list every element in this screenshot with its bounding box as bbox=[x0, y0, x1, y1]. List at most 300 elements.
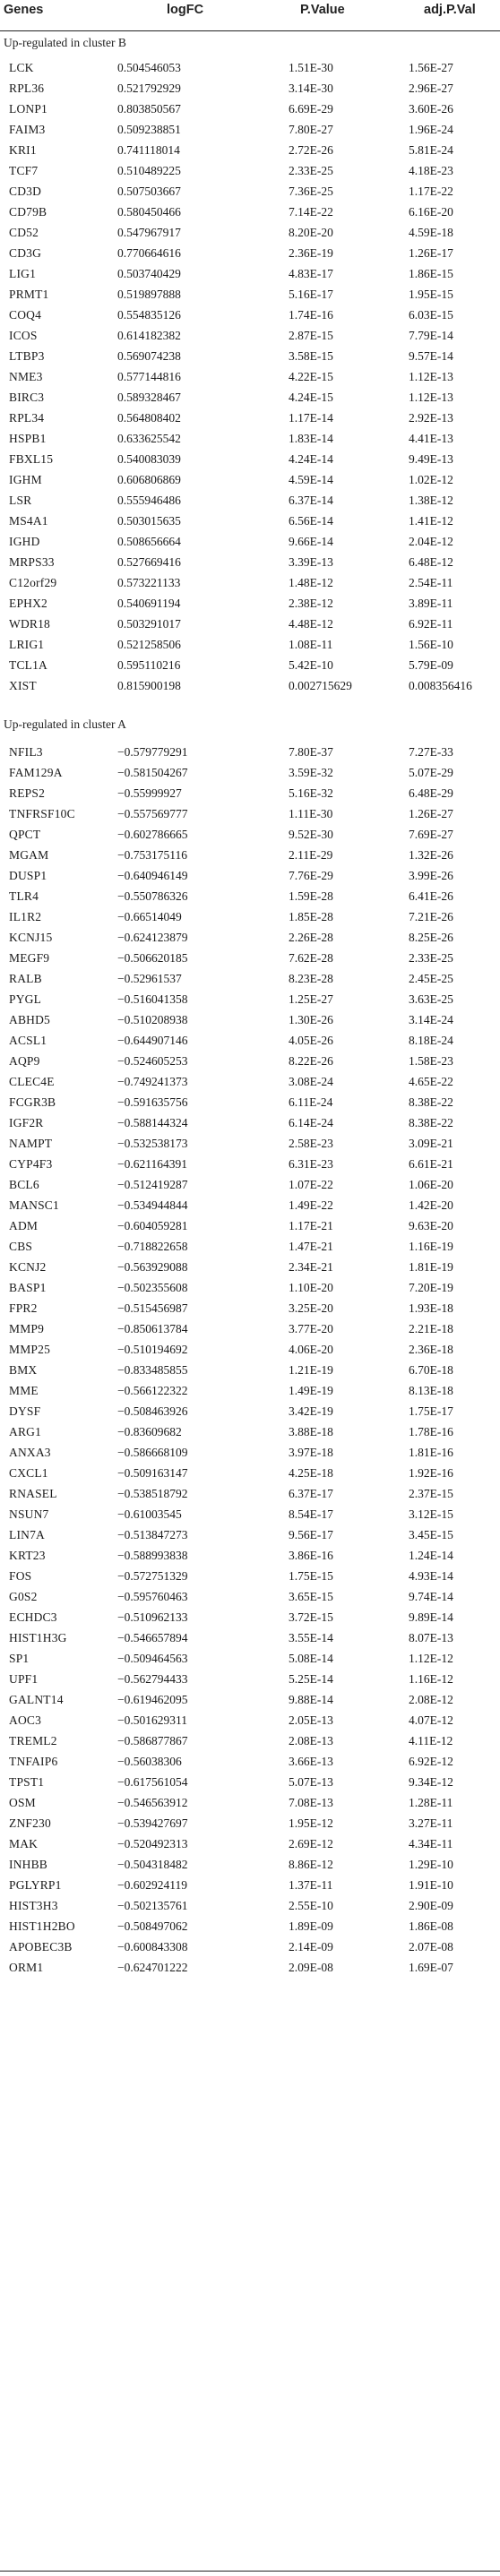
table-row bbox=[0, 1463, 500, 1483]
gene-cell: MEGF9 bbox=[9, 951, 50, 965]
pvalue-cell: 1.48E-12 bbox=[289, 576, 333, 589]
table-row bbox=[0, 1792, 500, 1813]
adjp-cell: 7.21E-26 bbox=[409, 910, 453, 923]
logfc-cell: −0.513847273 bbox=[117, 1528, 188, 1541]
logfc-cell: −0.504318482 bbox=[117, 1858, 188, 1871]
table-row bbox=[0, 948, 500, 968]
table-row bbox=[0, 1277, 500, 1298]
pvalue-cell: 3.88E-18 bbox=[289, 1425, 333, 1438]
gene-cell: IGF2R bbox=[9, 1116, 44, 1129]
gene-cell: CLEC4E bbox=[9, 1075, 55, 1088]
adjp-cell: 2.92E-13 bbox=[409, 411, 453, 425]
table-row bbox=[0, 1154, 500, 1174]
table-row bbox=[0, 181, 500, 202]
table-row bbox=[0, 1524, 500, 1545]
adjp-cell: 6.16E-20 bbox=[409, 205, 453, 219]
gene-cell: CD3G bbox=[9, 246, 42, 260]
pvalue-cell: 2.69E-12 bbox=[289, 1837, 333, 1850]
adjp-cell: 8.13E-18 bbox=[409, 1384, 453, 1397]
adjp-cell: 1.24E-14 bbox=[409, 1549, 453, 1562]
logfc-cell: −0.510208938 bbox=[117, 1013, 188, 1026]
pvalue-cell: 3.65E-15 bbox=[289, 1590, 333, 1603]
pvalue-cell: 1.10E-20 bbox=[289, 1281, 333, 1294]
table-row bbox=[0, 906, 500, 927]
pvalue-cell: 1.49E-19 bbox=[289, 1384, 333, 1397]
gene-cell: PYGL bbox=[9, 992, 42, 1006]
adjp-cell: 2.04E-12 bbox=[409, 535, 453, 548]
logfc-cell: 0.633625542 bbox=[117, 432, 181, 445]
logfc-cell: −0.532538173 bbox=[117, 1137, 188, 1150]
gene-cell: NSUN7 bbox=[9, 1507, 49, 1521]
gene-cell: MS4A1 bbox=[9, 514, 48, 528]
pvalue-cell: 1.25E-27 bbox=[289, 992, 333, 1006]
gene-cell: NME3 bbox=[9, 370, 43, 383]
pvalue-cell: 1.49E-22 bbox=[289, 1198, 333, 1212]
table-row bbox=[0, 99, 500, 119]
adjp-cell: 2.90E-09 bbox=[409, 1899, 453, 1912]
gene-cell: TLR4 bbox=[9, 889, 39, 903]
adjp-cell: 2.33E-25 bbox=[409, 951, 453, 965]
logfc-cell: 0.504546053 bbox=[117, 61, 181, 74]
pvalue-cell: 4.24E-15 bbox=[289, 391, 333, 404]
logfc-cell: −0.516041358 bbox=[117, 992, 188, 1006]
gene-cell: NFIL3 bbox=[9, 745, 43, 759]
adjp-cell: 1.12E-13 bbox=[409, 391, 453, 404]
pvalue-cell: 3.77E-20 bbox=[289, 1322, 333, 1335]
section-title-cluster-a: Up-regulated in cluster A bbox=[4, 717, 126, 731]
gene-cell: RALB bbox=[9, 972, 42, 985]
pvalue-cell: 2.36E-19 bbox=[289, 246, 333, 260]
logfc-cell: 0.507503667 bbox=[117, 185, 181, 198]
bottom-rule bbox=[0, 2571, 500, 2572]
gene-cell: TREML2 bbox=[9, 1734, 57, 1747]
logfc-cell: −0.520492313 bbox=[117, 1837, 188, 1850]
pvalue-cell: 1.08E-11 bbox=[289, 638, 333, 651]
gene-cell: FCGR3B bbox=[9, 1095, 56, 1109]
adjp-cell: 6.61E-21 bbox=[409, 1157, 453, 1171]
table-row bbox=[0, 865, 500, 886]
pvalue-cell: 9.56E-17 bbox=[289, 1528, 333, 1541]
logfc-cell: −0.512419287 bbox=[117, 1178, 188, 1191]
pvalue-cell: 2.38E-12 bbox=[289, 597, 333, 610]
gene-cell: LTBP3 bbox=[9, 349, 45, 363]
table-row bbox=[0, 1648, 500, 1669]
table-row bbox=[0, 1442, 500, 1463]
logfc-cell: 0.606806869 bbox=[117, 473, 181, 486]
adjp-cell: 9.57E-14 bbox=[409, 349, 453, 363]
gene-cell: XIST bbox=[9, 679, 37, 692]
gene-cell: ORM1 bbox=[9, 1961, 44, 1974]
table-row bbox=[0, 1607, 500, 1627]
logfc-cell: −0.515456987 bbox=[117, 1301, 188, 1315]
pvalue-cell: 6.31E-23 bbox=[289, 1157, 333, 1171]
gene-cell: TCL1A bbox=[9, 658, 47, 672]
adjp-cell: 1.16E-12 bbox=[409, 1672, 453, 1686]
gene-cell: WDR18 bbox=[9, 617, 50, 631]
adjp-cell: 6.48E-29 bbox=[409, 786, 453, 800]
gene-cell: LIG1 bbox=[9, 267, 37, 280]
gene-cell: ZNF230 bbox=[9, 1816, 51, 1830]
table-row bbox=[0, 1298, 500, 1318]
table-row bbox=[0, 1627, 500, 1648]
gene-cell: APOBEC3B bbox=[9, 1940, 73, 1953]
table-row bbox=[0, 1380, 500, 1401]
gene-cell: QPCT bbox=[9, 828, 41, 841]
table-row bbox=[0, 1009, 500, 1030]
table-row bbox=[0, 160, 500, 181]
gene-cell: RPL36 bbox=[9, 82, 45, 95]
logfc-cell: −0.588993838 bbox=[117, 1549, 188, 1562]
table-row bbox=[0, 886, 500, 906]
pvalue-cell: 2.26E-28 bbox=[289, 931, 333, 944]
pvalue-cell: 6.14E-24 bbox=[289, 1116, 333, 1129]
pvalue-cell: 3.97E-18 bbox=[289, 1446, 333, 1459]
adjp-cell: 2.37E-15 bbox=[409, 1487, 453, 1500]
adjp-cell: 4.93E-14 bbox=[409, 1569, 453, 1583]
pvalue-cell: 2.33E-25 bbox=[289, 164, 333, 177]
adjp-cell: 1.81E-19 bbox=[409, 1260, 453, 1274]
logfc-cell: −0.640946149 bbox=[117, 869, 188, 882]
pvalue-cell: 2.55E-10 bbox=[289, 1899, 333, 1912]
logfc-cell: 0.770664616 bbox=[117, 246, 181, 260]
pvalue-cell: 5.08E-14 bbox=[289, 1652, 333, 1665]
table-row bbox=[0, 1936, 500, 1957]
logfc-cell: −0.546563912 bbox=[117, 1796, 188, 1809]
pvalue-cell: 8.86E-12 bbox=[289, 1858, 333, 1871]
pvalue-cell: 9.66E-14 bbox=[289, 535, 333, 548]
table-row bbox=[0, 263, 500, 284]
table-row bbox=[0, 614, 500, 634]
table-row bbox=[0, 989, 500, 1009]
adjp-cell: 8.38E-22 bbox=[409, 1095, 453, 1109]
logfc-cell: 0.527669416 bbox=[117, 555, 181, 569]
adjp-cell: 1.81E-16 bbox=[409, 1446, 453, 1459]
logfc-cell: 0.540691194 bbox=[117, 597, 181, 610]
pvalue-cell: 3.14E-30 bbox=[289, 82, 333, 95]
gene-cell: LIN7A bbox=[9, 1528, 45, 1541]
logfc-cell: −0.595760463 bbox=[117, 1590, 188, 1603]
table-row bbox=[0, 1257, 500, 1277]
adjp-cell: 3.89E-11 bbox=[409, 597, 453, 610]
table-row bbox=[0, 469, 500, 490]
logfc-cell: −0.604059281 bbox=[117, 1219, 188, 1232]
gene-cell: G0S2 bbox=[9, 1590, 38, 1603]
adjp-cell: 5.07E-29 bbox=[409, 766, 453, 779]
pvalue-cell: 5.07E-13 bbox=[289, 1775, 333, 1789]
adjp-cell: 3.12E-15 bbox=[409, 1507, 453, 1521]
adjp-cell: 1.86E-08 bbox=[409, 1919, 453, 1933]
table-row bbox=[0, 305, 500, 325]
table-row bbox=[0, 366, 500, 387]
adjp-cell: 2.96E-27 bbox=[409, 82, 453, 95]
gene-cell: PRMT1 bbox=[9, 288, 49, 301]
adjp-cell: 4.07E-12 bbox=[409, 1713, 453, 1727]
adjp-cell: 6.70E-18 bbox=[409, 1363, 453, 1377]
logfc-cell: 0.503291017 bbox=[117, 617, 181, 631]
pvalue-cell: 3.86E-16 bbox=[289, 1549, 333, 1562]
table-row bbox=[0, 762, 500, 783]
logfc-cell: −0.534944844 bbox=[117, 1198, 188, 1212]
table-row bbox=[0, 572, 500, 593]
gene-cell: BIRC3 bbox=[9, 391, 45, 404]
table-row bbox=[0, 1854, 500, 1875]
logfc-cell: 0.555946486 bbox=[117, 494, 181, 507]
gene-cell: LCK bbox=[9, 61, 34, 74]
adjp-cell: 1.92E-16 bbox=[409, 1466, 453, 1480]
table-row bbox=[0, 1504, 500, 1524]
pvalue-cell: 2.05E-13 bbox=[289, 1713, 333, 1727]
gene-cell: BCL6 bbox=[9, 1178, 39, 1191]
logfc-cell: 0.503015635 bbox=[117, 514, 181, 528]
gene-cell: MAK bbox=[9, 1837, 39, 1850]
logfc-cell: −0.579779291 bbox=[117, 745, 188, 759]
table-row bbox=[0, 1566, 500, 1586]
pvalue-cell: 4.25E-18 bbox=[289, 1466, 333, 1480]
adjp-cell: 3.14E-24 bbox=[409, 1013, 453, 1026]
adjp-cell: 2.45E-25 bbox=[409, 972, 453, 985]
pvalue-cell: 4.83E-17 bbox=[289, 267, 333, 280]
logfc-cell: −0.586877867 bbox=[117, 1734, 188, 1747]
gene-cell: FBXL15 bbox=[9, 452, 54, 466]
gene-cell: LSR bbox=[9, 494, 32, 507]
logfc-cell: −0.600843308 bbox=[117, 1940, 188, 1953]
logfc-cell: −0.753175116 bbox=[117, 848, 187, 862]
table-row bbox=[0, 1895, 500, 1916]
logfc-cell: 0.510489225 bbox=[117, 164, 181, 177]
pvalue-cell: 3.55E-14 bbox=[289, 1631, 333, 1644]
pvalue-cell: 7.14E-22 bbox=[289, 205, 333, 219]
adjp-cell: 9.34E-12 bbox=[409, 1775, 453, 1789]
adjp-cell: 1.29E-10 bbox=[409, 1858, 453, 1871]
gene-cell: SP1 bbox=[9, 1652, 30, 1665]
logfc-cell: −0.617561054 bbox=[117, 1775, 188, 1789]
logfc-cell: −0.52961537 bbox=[117, 972, 182, 985]
logfc-cell: −0.644907146 bbox=[117, 1034, 188, 1047]
adjp-cell: 4.34E-11 bbox=[409, 1837, 453, 1850]
gene-cell: FAM129A bbox=[9, 766, 63, 779]
logfc-cell: −0.557569777 bbox=[117, 807, 188, 820]
logfc-cell: −0.586668109 bbox=[117, 1446, 188, 1459]
pvalue-cell: 2.72E-26 bbox=[289, 143, 333, 157]
pvalue-cell: 2.34E-21 bbox=[289, 1260, 333, 1274]
table-row bbox=[0, 1092, 500, 1112]
table-row bbox=[0, 78, 500, 99]
gene-cell: PGLYRP1 bbox=[9, 1878, 62, 1892]
gene-cell: FPR2 bbox=[9, 1301, 38, 1315]
logfc-cell: −0.833485855 bbox=[117, 1363, 188, 1377]
table-row bbox=[0, 1071, 500, 1092]
logfc-cell: −0.566122322 bbox=[117, 1384, 188, 1397]
gene-cell: NAMPT bbox=[9, 1137, 53, 1150]
pvalue-cell: 2.87E-15 bbox=[289, 329, 333, 342]
adjp-cell: 1.75E-17 bbox=[409, 1404, 453, 1418]
table-row bbox=[0, 1916, 500, 1936]
pvalue-cell: 2.58E-23 bbox=[289, 1137, 333, 1150]
logfc-cell: −0.539427697 bbox=[117, 1816, 188, 1830]
table-row bbox=[0, 552, 500, 572]
adjp-cell: 1.16E-19 bbox=[409, 1240, 453, 1253]
table-row bbox=[0, 1545, 500, 1566]
gene-cell: DUSP1 bbox=[9, 869, 47, 882]
pvalue-cell: 2.09E-08 bbox=[289, 1961, 333, 1974]
gene-cell: ABHD5 bbox=[9, 1013, 51, 1026]
logfc-cell: −0.510962133 bbox=[117, 1610, 188, 1624]
logfc-cell: −0.61003545 bbox=[117, 1507, 182, 1521]
logfc-cell: −0.602924119 bbox=[117, 1878, 187, 1892]
adjp-cell: 1.56E-27 bbox=[409, 61, 453, 74]
header-adjp: adj.P.Val bbox=[424, 3, 476, 17]
table-row bbox=[0, 742, 500, 762]
adjp-cell: 8.38E-22 bbox=[409, 1116, 453, 1129]
pvalue-cell: 4.05E-26 bbox=[289, 1034, 333, 1047]
table-row bbox=[0, 655, 500, 675]
table-row bbox=[0, 490, 500, 511]
header-genes: Genes bbox=[4, 3, 44, 17]
pvalue-cell: 8.22E-26 bbox=[289, 1054, 333, 1068]
logfc-cell: 0.508656664 bbox=[117, 535, 181, 548]
pvalue-cell: 1.95E-12 bbox=[289, 1816, 333, 1830]
pvalue-cell: 1.17E-14 bbox=[289, 411, 333, 425]
pvalue-cell: 1.37E-11 bbox=[289, 1878, 333, 1892]
table-row bbox=[0, 325, 500, 346]
table-row bbox=[0, 1318, 500, 1339]
logfc-cell: −0.506620185 bbox=[117, 951, 188, 965]
gene-cell: OSM bbox=[9, 1796, 36, 1809]
adjp-cell: 1.38E-12 bbox=[409, 494, 453, 507]
table-row bbox=[0, 1586, 500, 1607]
adjp-cell: 3.60E-26 bbox=[409, 102, 453, 116]
pvalue-cell: 1.74E-16 bbox=[289, 308, 333, 322]
table-row bbox=[0, 845, 500, 865]
logfc-cell: −0.546657894 bbox=[117, 1631, 188, 1644]
pvalue-cell: 1.17E-21 bbox=[289, 1219, 333, 1232]
logfc-cell: 0.569074238 bbox=[117, 349, 181, 363]
adjp-cell: 7.69E-27 bbox=[409, 828, 453, 841]
table-row bbox=[0, 1957, 500, 1978]
logfc-cell: −0.619462095 bbox=[117, 1693, 188, 1706]
gene-cell: KCNJ2 bbox=[9, 1260, 47, 1274]
table-row bbox=[0, 1112, 500, 1133]
gene-cell: GALNT14 bbox=[9, 1693, 64, 1706]
pvalue-cell: 8.20E-20 bbox=[289, 226, 333, 239]
logfc-cell: 0.595110216 bbox=[117, 658, 181, 672]
adjp-cell: 1.86E-15 bbox=[409, 267, 453, 280]
logfc-cell: −0.621164391 bbox=[117, 1157, 187, 1171]
logfc-cell: −0.56038306 bbox=[117, 1755, 182, 1768]
gene-cell: HIST1H2BO bbox=[9, 1919, 75, 1933]
pvalue-cell: 6.69E-29 bbox=[289, 102, 333, 116]
adjp-cell: 1.26E-27 bbox=[409, 807, 453, 820]
adjp-cell: 1.95E-15 bbox=[409, 288, 453, 301]
table-row bbox=[0, 531, 500, 552]
gene-cell: CBS bbox=[9, 1240, 33, 1253]
table-row bbox=[0, 140, 500, 160]
adjp-cell: 1.17E-22 bbox=[409, 185, 453, 198]
adjp-cell: 9.49E-13 bbox=[409, 452, 453, 466]
pvalue-cell: 5.42E-10 bbox=[289, 658, 333, 672]
table-row bbox=[0, 408, 500, 428]
gene-cell: ICOS bbox=[9, 329, 38, 342]
pvalue-cell: 6.37E-17 bbox=[289, 1487, 333, 1500]
table-row bbox=[0, 1730, 500, 1751]
adjp-cell: 9.63E-20 bbox=[409, 1219, 453, 1232]
logfc-cell: 0.503740429 bbox=[117, 267, 181, 280]
table-row bbox=[0, 824, 500, 845]
adjp-cell: 2.54E-11 bbox=[409, 576, 453, 589]
table-row bbox=[0, 1689, 500, 1710]
pvalue-cell: 4.24E-14 bbox=[289, 452, 333, 466]
table-row bbox=[0, 1360, 500, 1380]
gene-cell: FAIM3 bbox=[9, 123, 46, 136]
pvalue-cell: 3.58E-15 bbox=[289, 349, 333, 363]
logfc-cell: 0.521258506 bbox=[117, 638, 181, 651]
logfc-cell: −0.550786326 bbox=[117, 889, 188, 903]
logfc-cell: −0.502355608 bbox=[117, 1281, 188, 1294]
adjp-cell: 1.32E-26 bbox=[409, 848, 453, 862]
logfc-cell: −0.83609682 bbox=[117, 1425, 182, 1438]
logfc-cell: −0.502135761 bbox=[117, 1899, 188, 1912]
gene-cell: TPST1 bbox=[9, 1775, 45, 1789]
pvalue-cell: 1.47E-21 bbox=[289, 1240, 333, 1253]
pvalue-cell: 3.08E-24 bbox=[289, 1075, 333, 1088]
adjp-cell: 1.12E-13 bbox=[409, 370, 453, 383]
adjp-cell: 2.07E-08 bbox=[409, 1940, 453, 1953]
table-row bbox=[0, 119, 500, 140]
logfc-cell: 0.554835126 bbox=[117, 308, 181, 322]
gene-cell: KRI1 bbox=[9, 143, 37, 157]
logfc-cell: −0.509163147 bbox=[117, 1466, 188, 1480]
pvalue-cell: 2.14E-09 bbox=[289, 1940, 333, 1953]
logfc-cell: 0.815900198 bbox=[117, 679, 181, 692]
gene-cell: CD52 bbox=[9, 226, 39, 239]
logfc-cell: −0.749241373 bbox=[117, 1075, 188, 1088]
table-row bbox=[0, 1030, 500, 1051]
gene-cell: AOC3 bbox=[9, 1713, 42, 1727]
logfc-cell: −0.850613784 bbox=[117, 1322, 188, 1335]
gene-cell: TCF7 bbox=[9, 164, 39, 177]
gene-cell: ANXA3 bbox=[9, 1446, 51, 1459]
gene-cell: INHBB bbox=[9, 1858, 48, 1871]
adjp-cell: 1.69E-07 bbox=[409, 1961, 453, 1974]
pvalue-cell: 3.25E-20 bbox=[289, 1301, 333, 1315]
pvalue-cell: 1.83E-14 bbox=[289, 432, 333, 445]
adjp-cell: 3.09E-21 bbox=[409, 1137, 453, 1150]
gene-cell: ARG1 bbox=[9, 1425, 42, 1438]
gene-cell: MMP9 bbox=[9, 1322, 45, 1335]
pvalue-cell: 5.16E-17 bbox=[289, 288, 333, 301]
adjp-cell: 6.48E-12 bbox=[409, 555, 453, 569]
logfc-cell: −0.581504267 bbox=[117, 766, 188, 779]
logfc-cell: −0.510194692 bbox=[117, 1343, 188, 1356]
gene-cell: CD3D bbox=[9, 185, 42, 198]
logfc-cell: 0.741118014 bbox=[117, 143, 180, 157]
pvalue-cell: 6.11E-24 bbox=[289, 1095, 333, 1109]
logfc-cell: 0.614182382 bbox=[117, 329, 181, 342]
pvalue-cell: 3.42E-19 bbox=[289, 1404, 333, 1418]
logfc-cell: 0.564808402 bbox=[117, 411, 181, 425]
gene-cell: TNFRSF10C bbox=[9, 807, 75, 820]
adjp-cell: 2.36E-18 bbox=[409, 1343, 453, 1356]
table-row bbox=[0, 202, 500, 222]
adjp-cell: 0.008356416 bbox=[409, 679, 472, 692]
adjp-cell: 1.96E-24 bbox=[409, 123, 453, 136]
table-row bbox=[0, 803, 500, 824]
adjp-cell: 1.56E-10 bbox=[409, 638, 453, 651]
section-title-cluster-b: Up-regulated in cluster B bbox=[4, 36, 126, 49]
logfc-cell: 0.540083039 bbox=[117, 452, 181, 466]
adjp-cell: 1.42E-20 bbox=[409, 1198, 453, 1212]
table-row bbox=[0, 243, 500, 263]
